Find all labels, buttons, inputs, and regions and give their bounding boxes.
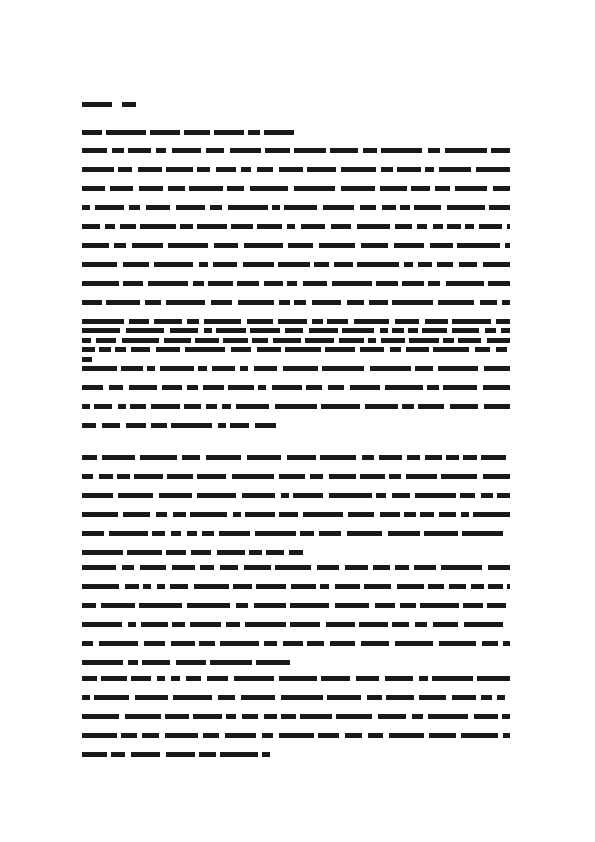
text-line bbox=[82, 148, 512, 153]
text-line bbox=[82, 752, 512, 757]
text-line bbox=[82, 328, 512, 333]
text-line bbox=[82, 550, 512, 555]
text-line bbox=[82, 641, 512, 646]
text-line bbox=[82, 603, 512, 608]
text-line bbox=[82, 474, 512, 479]
text-line bbox=[82, 622, 512, 627]
text-line bbox=[82, 531, 512, 536]
text-line bbox=[82, 565, 512, 570]
page-header bbox=[82, 100, 382, 110]
text-line bbox=[82, 512, 512, 517]
text-line bbox=[82, 205, 512, 210]
paragraph-4 bbox=[82, 565, 512, 679]
paragraph-5 bbox=[82, 676, 512, 771]
text-line bbox=[82, 347, 512, 352]
text-line bbox=[82, 733, 512, 738]
text-line bbox=[82, 714, 512, 719]
text-line bbox=[82, 404, 512, 409]
text-line bbox=[82, 695, 512, 700]
text-line bbox=[82, 366, 512, 371]
text-line bbox=[82, 300, 512, 305]
text-line bbox=[82, 676, 512, 681]
text-line bbox=[82, 243, 512, 248]
text-line bbox=[82, 262, 512, 267]
text-line bbox=[82, 660, 512, 665]
text-line bbox=[82, 493, 512, 498]
text-line bbox=[82, 319, 512, 324]
text-line bbox=[82, 385, 512, 390]
paragraph-3 bbox=[82, 455, 512, 569]
text-line bbox=[82, 281, 512, 286]
text-line bbox=[82, 224, 512, 229]
text-line bbox=[82, 423, 512, 428]
text-line bbox=[82, 584, 512, 589]
text-line bbox=[82, 186, 512, 191]
text-line bbox=[82, 167, 512, 172]
paragraph-2 bbox=[82, 328, 512, 442]
text-line bbox=[82, 455, 512, 460]
